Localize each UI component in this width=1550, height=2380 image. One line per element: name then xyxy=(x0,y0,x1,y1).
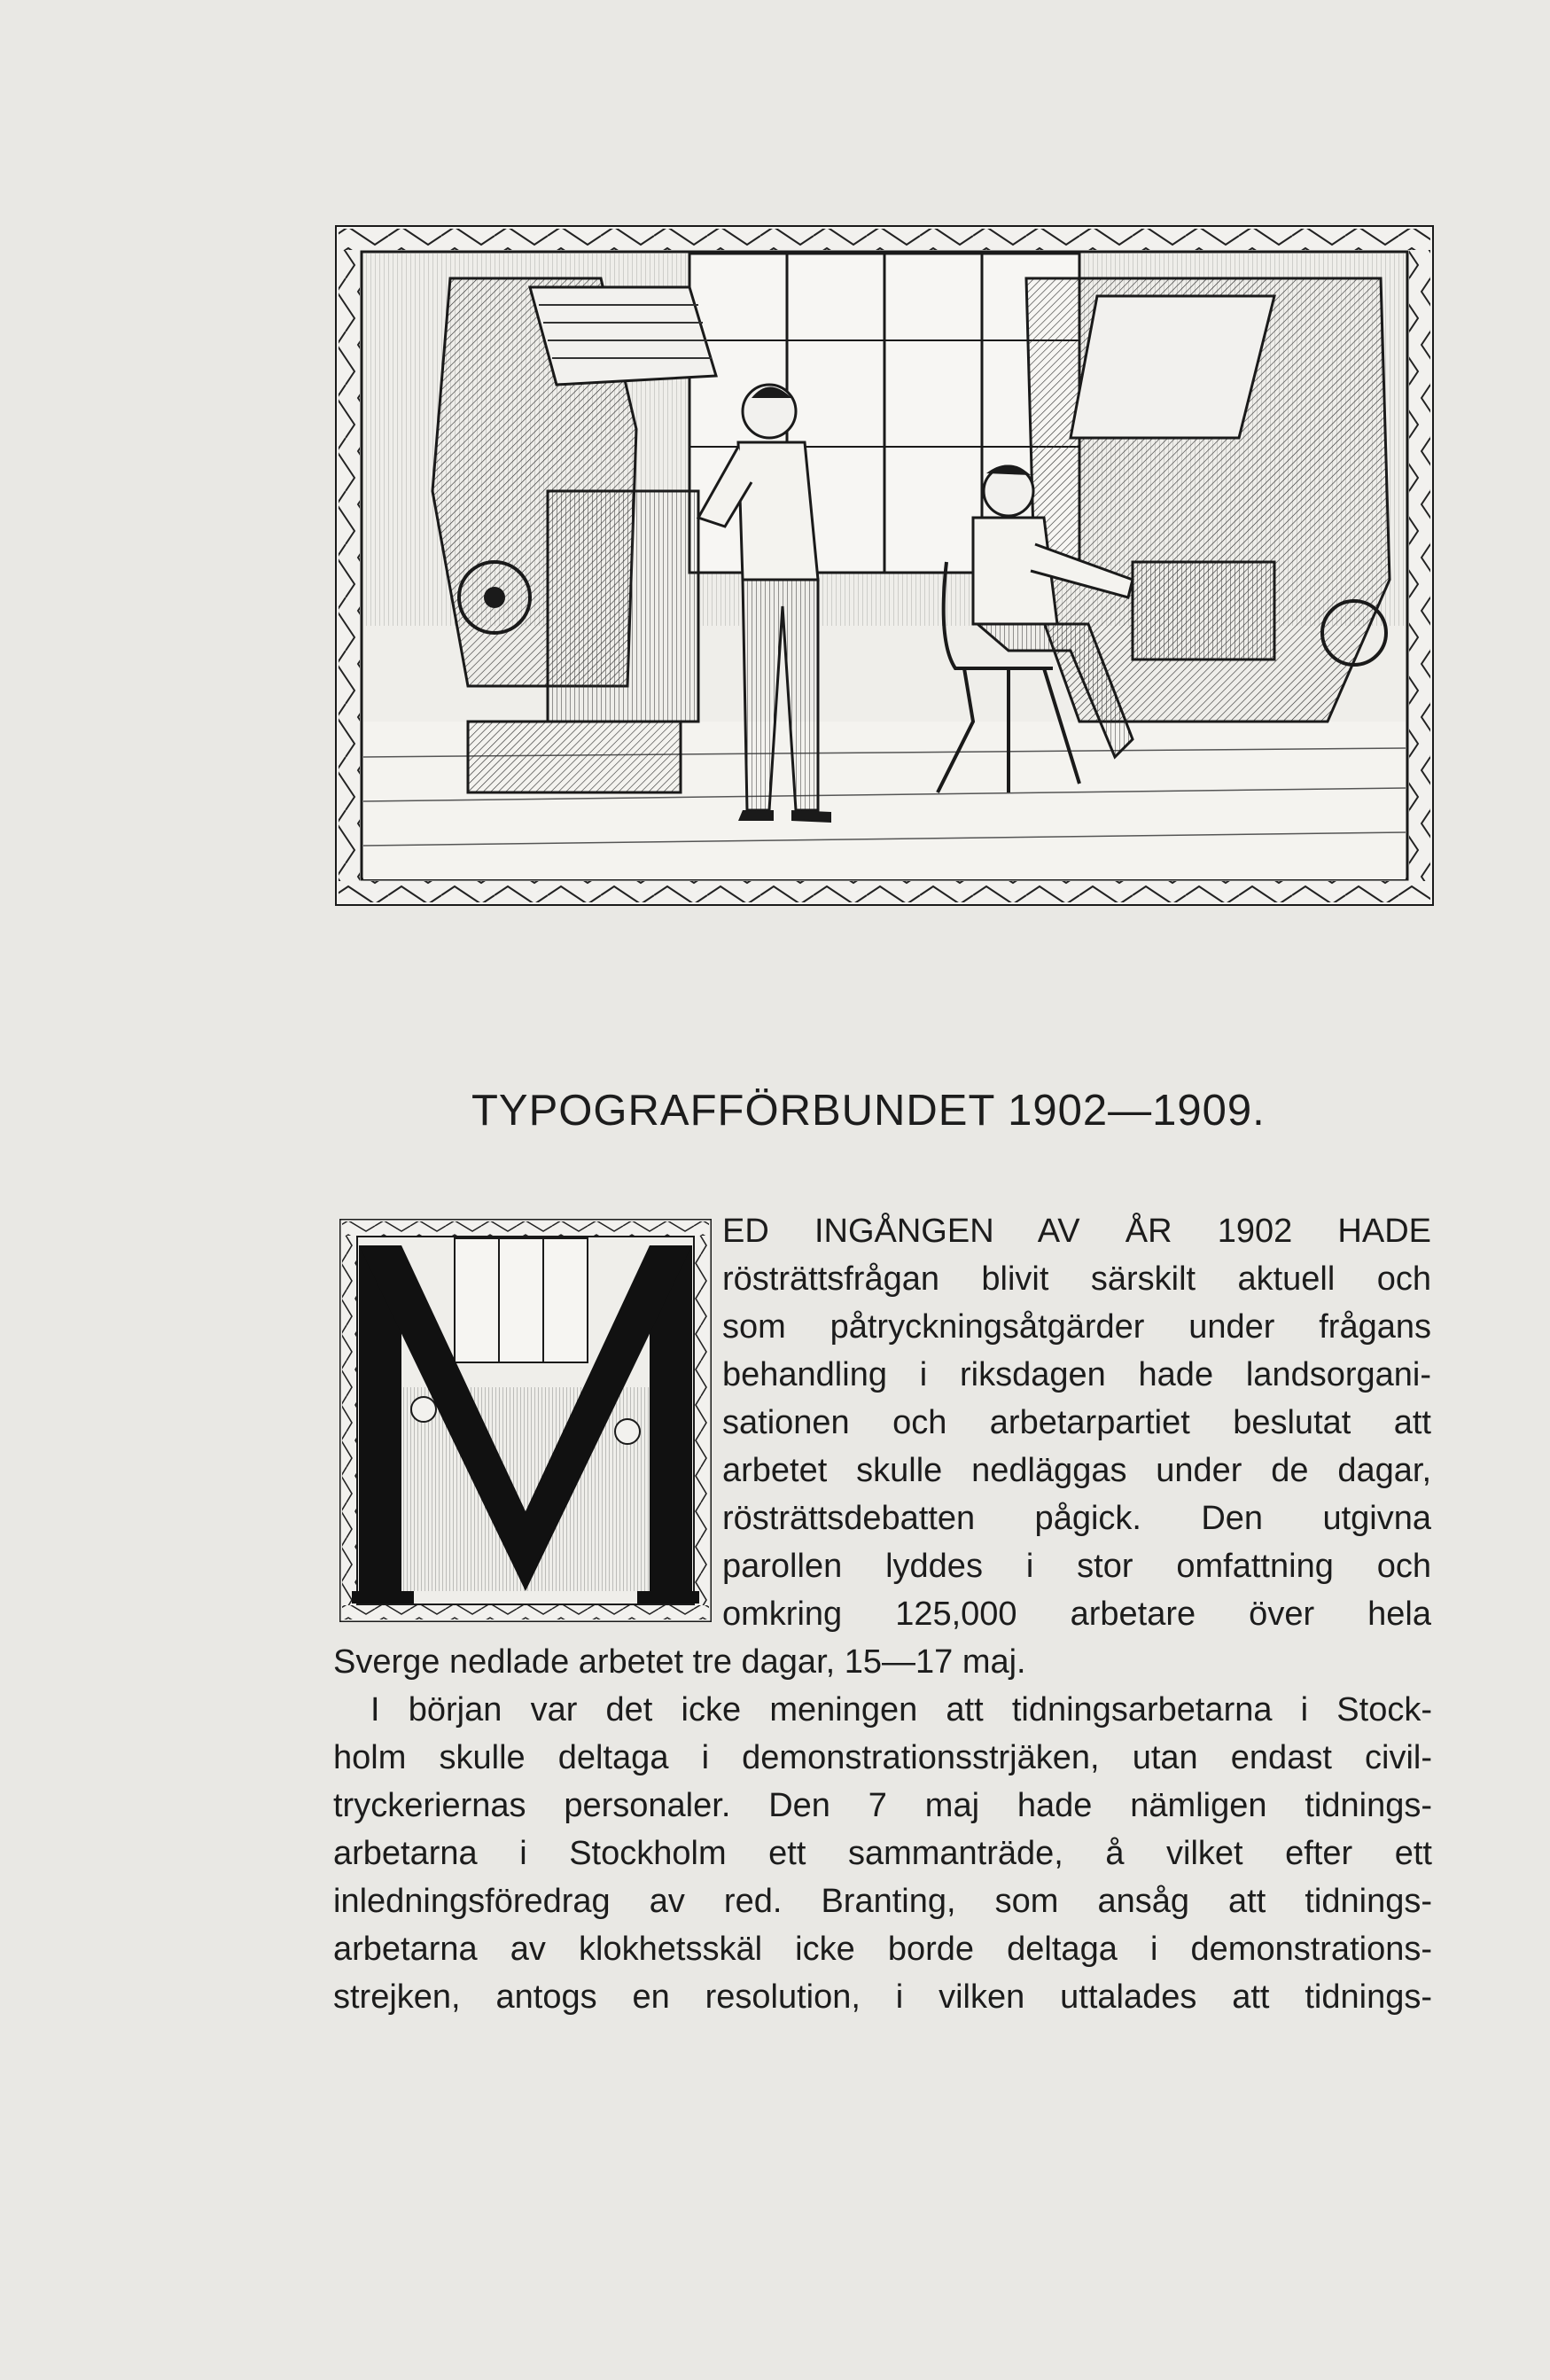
text-line: omkring 125,000 arbetare över hela xyxy=(722,1596,1431,1633)
chapter-heading: TYPOGRAFFÖRBUNDET 1902—1909. xyxy=(471,1087,1266,1135)
text-line: sationen och arbetarpartiet beslutat att xyxy=(722,1404,1431,1441)
paragraph-beside-dropcap xyxy=(722,1207,1431,1638)
text-line: Sverge nedlade arbetet tre dagar, 15—17 maj. xyxy=(333,1643,1026,1681)
text-line: behandling i riksdagen hade landsorgani- xyxy=(722,1356,1431,1393)
text-line: arbetarna i Stockholm ett sammanträde, å vilket efter ett xyxy=(333,1835,1432,1872)
dropcap-illustrated-letter xyxy=(339,1219,712,1622)
text-line: parollen lyddes i stor omfattning och xyxy=(722,1548,1431,1585)
text-line: arbetet skulle nedläggas under de dagar, xyxy=(722,1452,1431,1489)
text-line: arbetarna av klokhetsskäl icke borde deltaga i demonstrations- xyxy=(333,1931,1432,1968)
text-line: som påtryckningsåtgärder under frågans xyxy=(722,1308,1431,1346)
text-line: ED INGÅNGEN AV ÅR 1902 HADE xyxy=(722,1213,1431,1250)
text-line: rösträttsfrågan blivit särskilt aktuell och xyxy=(722,1260,1431,1298)
text-line: holm skulle deltaga i demonstrationsstrjäken, utan endast civil- xyxy=(333,1739,1432,1776)
text-line: strejken, antogs en resolution, i vilken uttalades att tidnings- xyxy=(333,1978,1432,2016)
text-line: inledningsföredrag av red. Branting, som ansåg att tidnings- xyxy=(333,1883,1432,1920)
linotype-room-illustration xyxy=(335,225,1434,906)
text-line: rösträttsdebatten pågick. Den utgivna xyxy=(722,1500,1431,1537)
text-line: I början var det icke meningen att tidningsarbetarna i Stock- xyxy=(370,1691,1432,1728)
text-line: tryckeriernas personaler. Den 7 maj hade nämligen tidnings- xyxy=(333,1787,1432,1824)
paragraph-full-width xyxy=(333,1638,1432,2021)
